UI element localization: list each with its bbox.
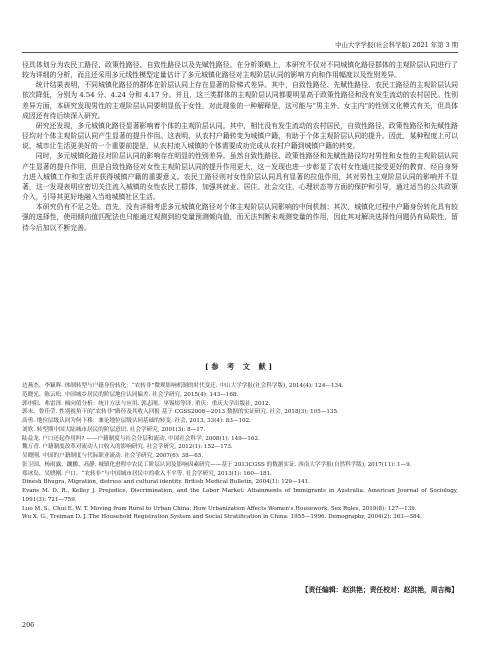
reference-item: Luo M. S., Chui E. W. T. Moving from Rural to Urban China: How Urbanization Affects Women's Housework, Sex Roles, 2019(8): 127—139. [22,505,417,512]
references-heading: [参 考 文 献] [204,362,276,371]
reference-item: 陆益龙. 户口还起作用吗? ——户籍制度与社会分层和流动. 中国社会科学, 2008(1): 149—162. [22,435,260,442]
reference-item: Dinesh Bhugra, Migration, distress and cultural identity. British Medical Bulletin, 2004(1): 129—141. [22,479,310,486]
reference-item: 张卫国、杨雨露、蹦鹏、高静. 城镇化进程中农民工阶层认同及影响因素研究——基于 2013CGSS 的数据实证. 西南大学学报(自然科学版), 2017(11): 1—9. [22,461,412,468]
paragraph: 本研究仍有不足之处。首先，没有详细考虑多元城镇化路径对个体主观阶层认同影响的中间机制；其次，城镇化过程中户籍身份转化具有较强的选择性，使用倾向值匹配法也只能通过观测到的变量预测倾向值，而无法判断未观测变量的作用，因此其对解决选择性问题仍有局限性，留待今后加以不断完善。 [22,203,458,232]
running-header: 中山大学学报(社会科学版) 2021 年第 3 期 [22,40,458,53]
reference-item: 魏万青. 户籍制度改革对流动人口收入的影响研究. 社会学研究, 2012(1): 152—173. [22,444,233,451]
reference-item: Wu X. G., Treiman D. J. The Household Registration System and Social Stratification in China: 1955—1996. Demography, 2004(2): 363—384. [22,514,422,521]
paragraph: 径具体划分为农民工路径、政策性路径、自致性路径以及先赋性路径。在分析策略上，本研究不仅对不同城镇化路径群体的主观阶层认同进行了较为详细的分析，而且还采用多元线性模型定量估计了多元城镇化路径对主观阶层认同的影响方向和作用幅度以及性别差异。 [22,61,458,80]
page-number: 206 [22,621,35,629]
reference-item: 郑冰岛、吴晓刚. 户口、“农转非”与中国城市居民中的收入不平等. 社会学研究, 2013(1): 160—181. [22,470,272,477]
reference-item: Evans M. D. R., Kelley J. Prejudice, Discrimination, and the Labor Market: Attainments of Immigrants in Australia. American Journal of Sociology, 1991(3): 721—759. [22,488,458,503]
references-list [22,382,458,522]
body-text [22,60,458,233]
reference-item: 郭申阳、弗雷泽. 倾向值分析：统计方法与应用. 郭志刚、巫锡炜等译. 重庆：重庆大学出版社, 2012. [22,400,271,407]
reference-item: 郭未、鲁佳莹. 性别视角下的“农转非”路径及其收入回报 基于 CGSS2008—2013 数据的实证研究. 社会, 2018(3): 105—135. [22,409,339,416]
reference-item: 高勇. 地位层级认同为何下移：兼论地位层级认同基础的转变. 社会, 2013, 33(4): 83—102. [22,418,251,424]
paragraph: 统计结果表明，不同城镇化路径的群体在阶层认同上存在显著的阶梯式差异。其中，自致性路径、先赋性路径、农民工路径的主观阶层认同依次降低，分别为 4.54 分、4.24 分和 4.17 分。并且，这三类群体的主观阶层认同都要明显高于政策性路径和没有发生流动的农村居民。性别差异方面，本研究发现男性的主观阶层认同要明显低于女性，对此现象的一种解释是，这可能与“男主外、女主内”的性别文化模式有关，但具体成因还有待后续深入研究。 [22,81,458,120]
editor-note: 【责任编辑：赵洪艳；责任校对：赵洪艳，周吉梅】 [301,586,458,594]
reference-item: 刘欣. 转型期中国大陆城市居民的阶层意识. 社会学研究, 2001(3): 8—17. [22,426,206,433]
paragraph: 同时，多元城镇化路径对阶层认同的影响存在明显的性别差异。虽然自致性路径、政策性路径和先赋性路径均对男性和女性的主观阶层认同产生显著的提升作用，但是自致性路径对女性主观阶层认同的提升作用更大，这一发现也进一步彰显了农村女性通过接受更好的教育、经自身努力进入城镇工作和生活并获得城镇户籍的重要意义。农民工路径则对女性阶层认同具有显著的拉低作用，其对男性主观阶层认同的影响并不显著，这一发现表明应密切关注流入城镇的女性农民工群体，加强其就业、居住、社会交往、心理状态等方面的保护和引导，通过适当的公共政策介入，引导其更好地融入当地城镇社区生活。 [22,152,458,202]
reference-item: 吴晓刚. 中国的户籍制度与代际职业流动. 社会学研究, 2007(6): 38—65. [22,453,204,459]
reference-item: 范晓光、陈云松. 中国城乡居民的阶层地位认同偏差. 社会学研究, 2015(4): 143—168. [22,391,239,398]
paragraph: 研究还发现，多元城镇化路径显著影响着个体的主观阶层认同。其中，相比没有发生流动的农村居民，自致性路径、政策性路径和先赋性路径均对个体主观阶层认同产生显著的提升作用。这表明，从农村户籍转变为城镇户籍，有助于个体主观阶层认同的提升。因此，某种程度上可以说，城市让生活更美好的一个重要前提是，从农村流入城镇的个体需要成功完成从农村户籍到城镇户籍的转变。 [22,121,458,151]
reference-item: 边燕杰、李颖晖. 体制转型与户籍身份转化：“农转非”微观影响机制的时代变迁. 中山大学学报(社会科学版), 2014(4): 124—134. [22,383,344,389]
